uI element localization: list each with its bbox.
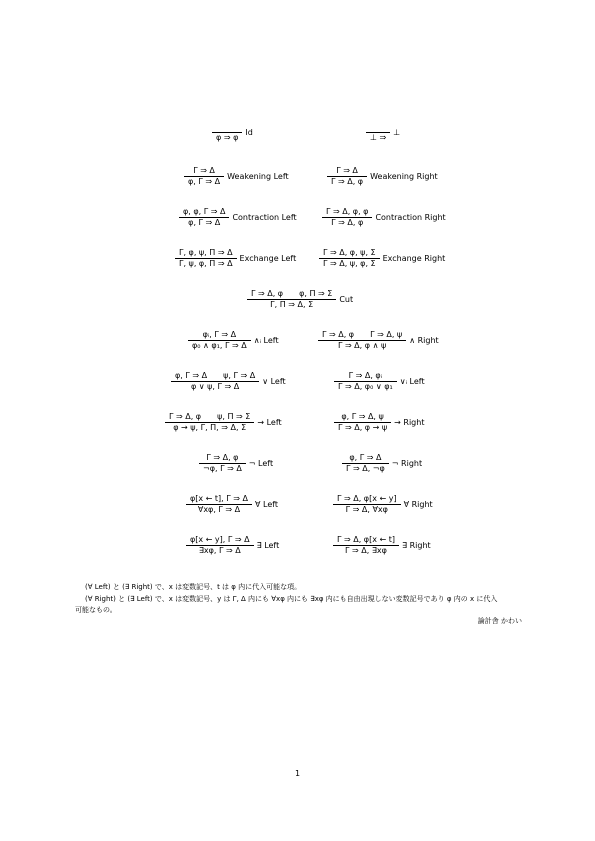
rule-exchange-right [319,248,445,269]
premises: Γ, φ, ψ, Π ⇒ Δ [179,248,233,257]
rule-forall-left [186,494,278,515]
rule-weakening-left [184,166,289,187]
rule-neg-right [342,453,422,474]
conclusion: φ, Γ ⇒ Δ [188,218,221,227]
rule-and-left [188,330,279,351]
rule-label: Contraction Right [375,213,446,222]
rule-and-right [318,330,439,351]
conclusion: ⊥ ⇒ [370,133,387,142]
premises: Γ ⇒ Δ, φᵢ [348,371,383,380]
rule-label: Weakening Right [370,172,438,181]
rule-label: ∨ᵢ Left [399,377,425,386]
premises: Γ ⇒ Δ, φ, ψ, Σ [323,248,376,257]
conclusion: Γ ⇒ Δ, ψ, φ, Σ [323,259,376,268]
rule-label: ∧ᵢ Left [253,336,279,345]
conclusion: Γ ⇒ Δ, φ [331,218,364,227]
rule-label: Id [245,128,253,137]
conclusion: Γ, ψ, φ, Π ⇒ Δ [179,259,233,268]
rule-label: Cut [339,295,354,304]
rule-label: ∧ Right [409,336,439,345]
rule-label: Exchange Left [239,254,297,263]
premises: φ, φ, Γ ⇒ Δ [183,207,226,216]
premises [212,122,242,132]
rule-forall-right [333,494,433,515]
premises: φ[x ← y], Γ ⇒ Δ [190,535,250,544]
rule-label: Weakening Left [227,172,289,181]
conclusion: Γ ⇒ Δ, ∀xφ [345,505,388,514]
rule-imp-left [165,412,282,433]
conclusion: φ₀ ∧ φ₁, Γ ⇒ Δ [192,341,247,350]
rule-label: ⊥ [393,128,401,137]
premises: φ, Γ ⇒ Δ [349,453,382,462]
rule-label: Contraction Left [232,213,297,222]
conclusion: φ ⇒ φ [216,133,239,142]
premises: Γ ⇒ Δ, φ[x ← t] [337,535,395,544]
rule-imp-right [334,412,424,433]
conclusion: φ, Γ ⇒ Δ [188,177,221,186]
rule-exists-right [333,535,431,556]
rule-or-right [334,371,425,392]
rule-cut [247,289,353,310]
rule-label: → Right [394,418,425,427]
page-number: 1 [294,769,301,778]
note-line-2: (∀ Right) と (∃ Left) で、x は変数記号、y は Γ, Δ 内にも ∀xφ 内にも ∃xφ 内にも自由出現しない変数記号であり φ 内の x に代入 [85,595,498,603]
premises: Γ ⇒ Δ, φ[x ← y] [337,494,397,503]
signature: 論計舎 かわい [477,617,522,625]
rule-or-left [171,371,286,392]
note-line-3: 可能なもの。 [75,606,117,614]
premises: φᵢ, Γ ⇒ Δ [202,330,237,339]
rule-label: ∀ Left [254,500,279,509]
rule-label: ¬ Right [391,459,423,468]
premises: Γ ⇒ Δ, φ ψ, Π ⇒ Σ [169,412,251,421]
rule-bottom [366,122,400,143]
rule-label: ∃ Left [256,541,280,550]
rule-exists-left [186,535,279,556]
premises: φ[x ← t], Γ ⇒ Δ [190,494,248,503]
rule-exchange-left [175,248,296,269]
note-line-1: (∀ Left) と (∃ Right) で、x は変数記号、t は φ 内に代入可能な項。 [85,583,302,591]
rule-label: ∀ Right [403,500,433,509]
premises: Γ ⇒ Δ, φ, φ [326,207,369,216]
conclusion: Γ ⇒ Δ, φ [331,177,364,186]
rule-neg-left [199,453,273,474]
conclusion: Γ ⇒ Δ, φ ∧ ψ [337,341,387,350]
rule-contraction-right [322,207,446,228]
conclusion: Γ ⇒ Δ, ¬φ [346,464,385,473]
conclusion: Γ, Π ⇒ Δ, Σ [270,300,314,309]
premises: φ, Γ ⇒ Δ, ψ [341,412,384,421]
rule-id [212,122,253,143]
rule-label: ∨ Left [262,377,286,386]
rule-contraction-left [179,207,297,228]
conclusion: ∀xφ, Γ ⇒ Δ [197,505,241,514]
conclusion: ¬φ, Γ ⇒ Δ [203,464,242,473]
premises: Γ ⇒ Δ [193,166,215,175]
premises: Γ ⇒ Δ [336,166,358,175]
premises: φ, Γ ⇒ Δ ψ, Γ ⇒ Δ [175,371,256,380]
conclusion: φ ∨ ψ, Γ ⇒ Δ [190,382,240,391]
conclusion: Γ ⇒ Δ, ∃xφ [345,546,387,555]
conclusion: Γ ⇒ Δ, φ₀ ∨ φ₁ [338,382,393,391]
rule-label: Exchange Right [382,254,446,263]
premises [366,122,390,132]
rule-weakening-right [327,166,438,187]
rule-label: ¬ Left [248,459,274,468]
premises: Γ ⇒ Δ, φ φ, Π ⇒ Σ [251,289,333,298]
conclusion: φ → ψ, Γ, Π, ⇒ Δ, Σ [173,423,247,432]
conclusion: Γ ⇒ Δ, φ → ψ [338,423,388,432]
rule-label: → Left [257,418,282,427]
conclusion: ∃xφ, Γ ⇒ Δ [198,546,241,555]
premises: Γ ⇒ Δ, φ [206,453,239,462]
premises: Γ ⇒ Δ, φ Γ ⇒ Δ, ψ [322,330,403,339]
rule-label: ∃ Right [401,541,431,550]
